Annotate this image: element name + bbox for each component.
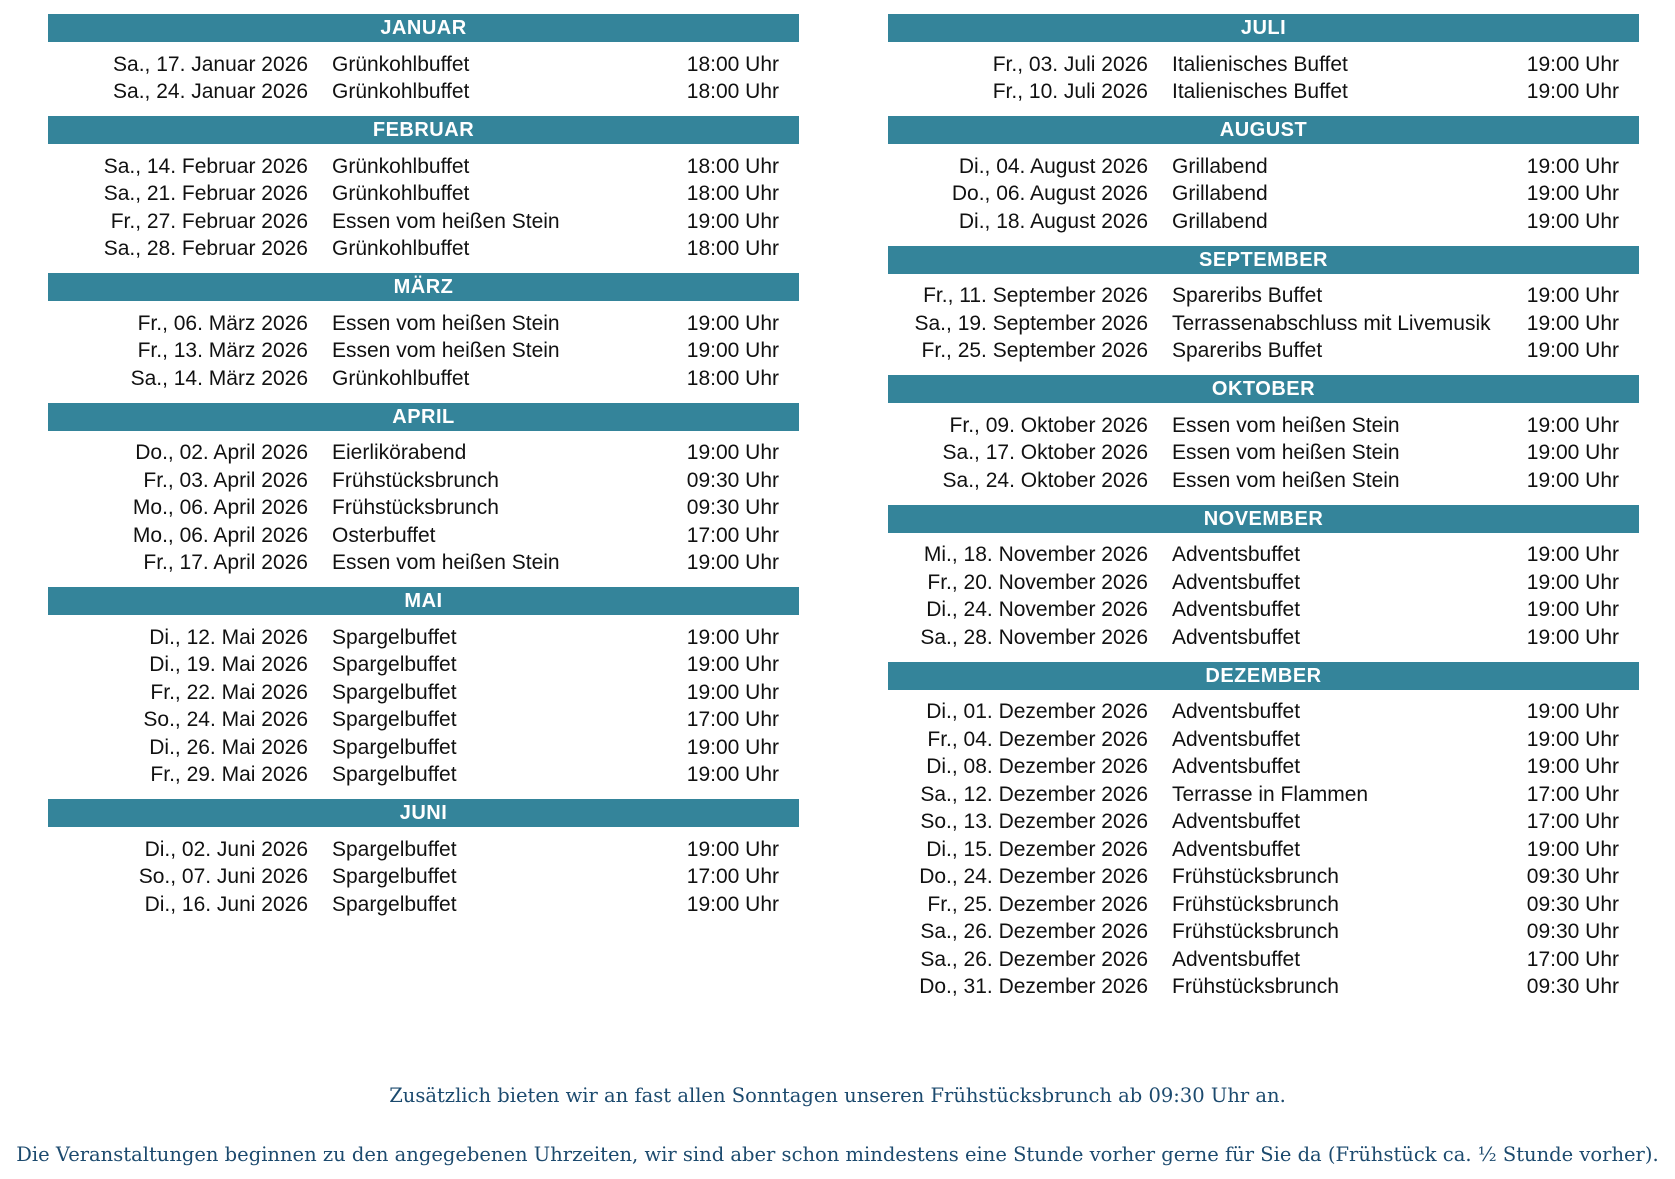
event-date: Sa., 21. Februar 2026 bbox=[103, 182, 308, 206]
month-header: NOVEMBER bbox=[888, 505, 1639, 533]
event-row bbox=[888, 440, 1639, 468]
event-time: 09:30 Uhr bbox=[1526, 865, 1619, 889]
event-date: Fr., 03. Juli 2026 bbox=[992, 52, 1148, 76]
event-date: So., 13. Dezember 2026 bbox=[920, 810, 1148, 834]
event-event: Frühstücksbrunch bbox=[1172, 920, 1339, 944]
event-date: Sa., 26. Dezember 2026 bbox=[920, 920, 1148, 944]
event-time: 17:00 Uhr bbox=[686, 523, 779, 547]
event-event: Spareribs Buffet bbox=[1172, 339, 1323, 363]
event-time: 18:00 Uhr bbox=[686, 154, 779, 178]
event-row bbox=[48, 836, 799, 864]
event-date: Sa., 14. März 2026 bbox=[130, 366, 308, 390]
event-row bbox=[48, 236, 799, 264]
event-row bbox=[888, 864, 1639, 892]
event-event: Grünkohlbuffet bbox=[332, 237, 470, 261]
event-date: Di., 16. Juni 2026 bbox=[144, 892, 308, 916]
right-column bbox=[888, 14, 1639, 1011]
month-header: SEPTEMBER bbox=[888, 246, 1639, 274]
event-event: Adventsbuffet bbox=[1172, 947, 1301, 971]
event-row bbox=[888, 974, 1639, 1002]
event-row bbox=[48, 440, 799, 468]
event-date: Mi., 18. November 2026 bbox=[923, 543, 1148, 567]
event-time: 19:00 Uhr bbox=[1526, 154, 1619, 178]
event-list bbox=[888, 690, 1639, 1012]
event-event: Essen vom heißen Stein bbox=[1172, 468, 1400, 492]
event-time: 19:00 Uhr bbox=[1526, 727, 1619, 751]
event-event: Spargelbuffet bbox=[332, 865, 457, 889]
event-time: 19:00 Uhr bbox=[1526, 598, 1619, 622]
event-event: Grünkohlbuffet bbox=[332, 366, 470, 390]
event-time: 19:00 Uhr bbox=[686, 892, 779, 916]
event-date: Mo., 06. April 2026 bbox=[132, 523, 308, 547]
event-time: 19:00 Uhr bbox=[686, 339, 779, 363]
event-time: 19:00 Uhr bbox=[686, 209, 779, 233]
event-event: Spargelbuffet bbox=[332, 892, 457, 916]
event-event: Adventsbuffet bbox=[1172, 543, 1301, 567]
event-row bbox=[888, 542, 1639, 570]
event-row bbox=[48, 734, 799, 762]
event-event: Grillabend bbox=[1172, 209, 1268, 233]
event-row bbox=[888, 208, 1639, 236]
event-row bbox=[48, 467, 799, 495]
event-list bbox=[48, 431, 799, 588]
event-date: Sa., 14. Februar 2026 bbox=[103, 154, 308, 178]
event-time: 19:00 Uhr bbox=[1526, 80, 1619, 104]
event-date: Fr., 29. Mai 2026 bbox=[150, 763, 308, 787]
event-row bbox=[48, 79, 799, 107]
month-header: OKTOBER bbox=[888, 375, 1639, 403]
event-date: Sa., 17. Oktober 2026 bbox=[942, 441, 1148, 465]
event-row bbox=[48, 522, 799, 550]
event-list bbox=[48, 827, 799, 929]
event-list bbox=[888, 274, 1639, 376]
event-date: Sa., 28. November 2026 bbox=[920, 625, 1148, 649]
event-event: Frühstücksbrunch bbox=[332, 468, 499, 492]
event-date: Di., 26. Mai 2026 bbox=[149, 735, 308, 759]
event-list bbox=[888, 144, 1639, 246]
event-time: 18:00 Uhr bbox=[686, 80, 779, 104]
event-time: 18:00 Uhr bbox=[686, 52, 779, 76]
event-event: Essen vom heißen Stein bbox=[1172, 413, 1400, 437]
month-header: FEBRUAR bbox=[48, 116, 799, 144]
event-date: Di., 08. Dezember 2026 bbox=[926, 755, 1148, 779]
event-time: 19:00 Uhr bbox=[1526, 52, 1619, 76]
event-event: Adventsbuffet bbox=[1172, 598, 1301, 622]
event-row bbox=[888, 597, 1639, 625]
event-time: 17:00 Uhr bbox=[1526, 810, 1619, 834]
event-event: Frühstücksbrunch bbox=[1172, 892, 1339, 916]
event-date: Di., 02. Juni 2026 bbox=[144, 837, 308, 861]
event-event: Essen vom heißen Stein bbox=[332, 339, 560, 363]
event-date: Do., 02. April 2026 bbox=[135, 441, 308, 465]
event-time: 09:30 Uhr bbox=[1526, 975, 1619, 999]
event-row bbox=[888, 310, 1639, 338]
event-event: Frühstücksbrunch bbox=[332, 496, 499, 520]
event-event: Spargelbuffet bbox=[332, 708, 457, 732]
event-date: Sa., 28. Februar 2026 bbox=[103, 237, 308, 261]
event-row bbox=[888, 412, 1639, 440]
event-time: 17:00 Uhr bbox=[1526, 782, 1619, 806]
event-time: 19:00 Uhr bbox=[1526, 209, 1619, 233]
event-time: 19:00 Uhr bbox=[686, 551, 779, 575]
event-date: Di., 19. Mai 2026 bbox=[149, 653, 308, 677]
event-row bbox=[48, 707, 799, 735]
month-header: AUGUST bbox=[888, 116, 1639, 144]
event-date: Di., 18. August 2026 bbox=[958, 209, 1148, 233]
event-date: Fr., 27. Februar 2026 bbox=[110, 209, 308, 233]
event-time: 19:00 Uhr bbox=[1526, 570, 1619, 594]
event-row bbox=[888, 726, 1639, 754]
event-row bbox=[48, 51, 799, 79]
event-row bbox=[48, 181, 799, 209]
event-row bbox=[888, 181, 1639, 209]
event-time: 19:00 Uhr bbox=[1526, 837, 1619, 861]
event-date: Sa., 26. Dezember 2026 bbox=[920, 947, 1148, 971]
event-date: Di., 12. Mai 2026 bbox=[149, 625, 308, 649]
event-row bbox=[48, 153, 799, 181]
event-date: So., 24. Mai 2026 bbox=[143, 708, 308, 732]
event-row bbox=[888, 781, 1639, 809]
event-date: Fr., 11. September 2026 bbox=[923, 284, 1148, 308]
event-event: Essen vom heißen Stein bbox=[332, 311, 560, 335]
event-time: 19:00 Uhr bbox=[1526, 543, 1619, 567]
month-header: DEZEMBER bbox=[888, 662, 1639, 690]
event-time: 17:00 Uhr bbox=[1526, 947, 1619, 971]
event-event: Terrasse in Flammen bbox=[1172, 782, 1369, 806]
event-row bbox=[48, 495, 799, 523]
month-header: MAI bbox=[48, 587, 799, 615]
month-header: JULI bbox=[888, 14, 1639, 42]
event-date: Fr., 25. Dezember 2026 bbox=[927, 892, 1148, 916]
event-event: Adventsbuffet bbox=[1172, 837, 1301, 861]
event-date: Di., 04. August 2026 bbox=[958, 154, 1148, 178]
event-event: Spargelbuffet bbox=[332, 763, 457, 787]
event-time: 09:30 Uhr bbox=[686, 468, 779, 492]
event-event: Grillabend bbox=[1172, 154, 1268, 178]
month-section bbox=[48, 116, 799, 273]
footer-note-sunday-brunch: Zusätzlich bieten wir an fast allen Sonntagen unseren Frühstücksbrunch ab 09:30 Uhr an. bbox=[389, 1084, 1286, 1107]
event-event: Eierlikörabend bbox=[332, 441, 467, 465]
event-date: Di., 15. Dezember 2026 bbox=[926, 837, 1148, 861]
event-event: Adventsbuffet bbox=[1172, 700, 1301, 724]
event-event: Essen vom heißen Stein bbox=[332, 209, 560, 233]
event-date: Fr., 20. November 2026 bbox=[927, 570, 1148, 594]
event-row bbox=[48, 679, 799, 707]
event-event: Grünkohlbuffet bbox=[332, 182, 470, 206]
event-date: Sa., 12. Dezember 2026 bbox=[920, 782, 1148, 806]
event-event: Essen vom heißen Stein bbox=[332, 551, 560, 575]
footer-note-start-times: Die Veranstaltungen beginnen zu den angegebenen Uhrzeiten, wir sind aber schon mindestens eine Stunde vorher gerne für Sie da (Frühstück ca. ½ Stunde vorher). bbox=[16, 1143, 1659, 1166]
event-row bbox=[888, 891, 1639, 919]
month-section bbox=[888, 375, 1639, 505]
event-row bbox=[48, 891, 799, 919]
event-event: Italienisches Buffet bbox=[1172, 52, 1348, 76]
event-time: 09:30 Uhr bbox=[1526, 920, 1619, 944]
event-event: Spargelbuffet bbox=[332, 680, 457, 704]
event-date: Fr., 17. April 2026 bbox=[143, 551, 308, 575]
month-section bbox=[888, 116, 1639, 246]
event-time: 18:00 Uhr bbox=[686, 237, 779, 261]
month-header: APRIL bbox=[48, 403, 799, 431]
event-row bbox=[888, 624, 1639, 652]
month-section bbox=[48, 587, 799, 799]
event-row bbox=[48, 208, 799, 236]
event-date: Do., 31. Dezember 2026 bbox=[919, 975, 1148, 999]
event-time: 18:00 Uhr bbox=[686, 182, 779, 206]
event-row bbox=[48, 338, 799, 366]
month-section bbox=[48, 799, 799, 929]
event-time: 19:00 Uhr bbox=[1526, 182, 1619, 206]
event-event: Spareribs Buffet bbox=[1172, 284, 1323, 308]
event-event: Grillabend bbox=[1172, 182, 1268, 206]
event-list bbox=[888, 533, 1639, 662]
event-date: Sa., 24. Januar 2026 bbox=[113, 80, 308, 104]
left-column bbox=[48, 14, 799, 929]
event-event: Grünkohlbuffet bbox=[332, 154, 470, 178]
event-time: 19:00 Uhr bbox=[1526, 755, 1619, 779]
event-date: Mo., 06. April 2026 bbox=[132, 496, 308, 520]
event-time: 19:00 Uhr bbox=[686, 837, 779, 861]
event-list bbox=[48, 301, 799, 403]
event-row bbox=[888, 946, 1639, 974]
event-event: Adventsbuffet bbox=[1172, 755, 1301, 779]
event-event: Adventsbuffet bbox=[1172, 570, 1301, 594]
event-list bbox=[48, 144, 799, 273]
event-row bbox=[888, 467, 1639, 495]
event-time: 09:30 Uhr bbox=[686, 496, 779, 520]
event-time: 18:00 Uhr bbox=[686, 366, 779, 390]
event-row bbox=[888, 569, 1639, 597]
event-time: 19:00 Uhr bbox=[686, 735, 779, 759]
event-date: Do., 24. Dezember 2026 bbox=[919, 865, 1148, 889]
event-date: Fr., 03. April 2026 bbox=[143, 468, 308, 492]
event-row bbox=[48, 310, 799, 338]
event-time: 19:00 Uhr bbox=[686, 311, 779, 335]
event-time: 19:00 Uhr bbox=[1526, 700, 1619, 724]
event-time: 09:30 Uhr bbox=[1526, 892, 1619, 916]
event-row bbox=[888, 51, 1639, 79]
event-date: Sa., 19. September 2026 bbox=[914, 311, 1148, 335]
event-date: Fr., 06. März 2026 bbox=[137, 311, 308, 335]
event-list bbox=[888, 403, 1639, 505]
event-event: Terrassenabschluss mit Livemusik bbox=[1172, 311, 1491, 335]
event-row bbox=[888, 809, 1639, 837]
event-row bbox=[48, 652, 799, 680]
event-date: So., 07. Juni 2026 bbox=[138, 865, 308, 889]
event-event: Adventsbuffet bbox=[1172, 810, 1301, 834]
month-section bbox=[48, 273, 799, 403]
event-event: Osterbuffet bbox=[332, 523, 436, 547]
event-time: 19:00 Uhr bbox=[686, 680, 779, 704]
event-row bbox=[888, 836, 1639, 864]
event-row bbox=[888, 754, 1639, 782]
event-event: Grünkohlbuffet bbox=[332, 52, 470, 76]
event-date: Di., 24. November 2026 bbox=[926, 598, 1148, 622]
event-date: Fr., 09. Oktober 2026 bbox=[949, 413, 1148, 437]
event-date: Fr., 13. März 2026 bbox=[137, 339, 308, 363]
month-section bbox=[888, 662, 1639, 1012]
event-date: Fr., 04. Dezember 2026 bbox=[927, 727, 1148, 751]
event-event: Adventsbuffet bbox=[1172, 625, 1301, 649]
event-date: Fr., 25. September 2026 bbox=[921, 339, 1148, 363]
event-time: 19:00 Uhr bbox=[686, 763, 779, 787]
event-time: 19:00 Uhr bbox=[1526, 468, 1619, 492]
month-section bbox=[888, 505, 1639, 662]
month-header: MÄRZ bbox=[48, 273, 799, 301]
event-event: Spargelbuffet bbox=[332, 625, 457, 649]
event-row bbox=[888, 153, 1639, 181]
event-time: 19:00 Uhr bbox=[1526, 311, 1619, 335]
event-row bbox=[48, 550, 799, 578]
month-section bbox=[888, 14, 1639, 116]
event-row bbox=[888, 338, 1639, 366]
event-time: 19:00 Uhr bbox=[1526, 413, 1619, 437]
event-event: Frühstücksbrunch bbox=[1172, 865, 1339, 889]
event-date: Fr., 22. Mai 2026 bbox=[150, 680, 308, 704]
event-date: Sa., 24. Oktober 2026 bbox=[942, 468, 1148, 492]
event-date: Sa., 17. Januar 2026 bbox=[113, 52, 308, 76]
event-row bbox=[48, 864, 799, 892]
event-time: 19:00 Uhr bbox=[1526, 284, 1619, 308]
event-event: Spargelbuffet bbox=[332, 735, 457, 759]
event-time: 19:00 Uhr bbox=[686, 441, 779, 465]
event-date: Fr., 10. Juli 2026 bbox=[992, 80, 1148, 104]
event-time: 19:00 Uhr bbox=[686, 625, 779, 649]
event-event: Spargelbuffet bbox=[332, 653, 457, 677]
event-list bbox=[48, 615, 799, 799]
event-event: Italienisches Buffet bbox=[1172, 80, 1348, 104]
event-event: Adventsbuffet bbox=[1172, 727, 1301, 751]
event-row bbox=[48, 762, 799, 790]
event-date: Di., 01. Dezember 2026 bbox=[926, 700, 1148, 724]
event-time: 19:00 Uhr bbox=[686, 653, 779, 677]
event-row bbox=[888, 919, 1639, 947]
month-header: JUNI bbox=[48, 799, 799, 827]
month-section bbox=[48, 403, 799, 588]
event-event: Spargelbuffet bbox=[332, 837, 457, 861]
event-time: 17:00 Uhr bbox=[686, 708, 779, 732]
month-section bbox=[888, 246, 1639, 376]
event-row bbox=[888, 79, 1639, 107]
event-row bbox=[888, 699, 1639, 727]
event-time: 19:00 Uhr bbox=[1526, 441, 1619, 465]
event-time: 17:00 Uhr bbox=[686, 865, 779, 889]
event-event: Grünkohlbuffet bbox=[332, 80, 470, 104]
event-event: Frühstücksbrunch bbox=[1172, 975, 1339, 999]
event-time: 19:00 Uhr bbox=[1526, 339, 1619, 363]
month-header: JANUAR bbox=[48, 14, 799, 42]
event-list bbox=[888, 42, 1639, 116]
month-section bbox=[48, 14, 799, 116]
event-date: Do., 06. August 2026 bbox=[951, 182, 1148, 206]
event-row bbox=[48, 365, 799, 393]
event-row bbox=[888, 283, 1639, 311]
event-event: Essen vom heißen Stein bbox=[1172, 441, 1400, 465]
event-list bbox=[48, 42, 799, 116]
event-time: 19:00 Uhr bbox=[1526, 625, 1619, 649]
event-row bbox=[48, 624, 799, 652]
